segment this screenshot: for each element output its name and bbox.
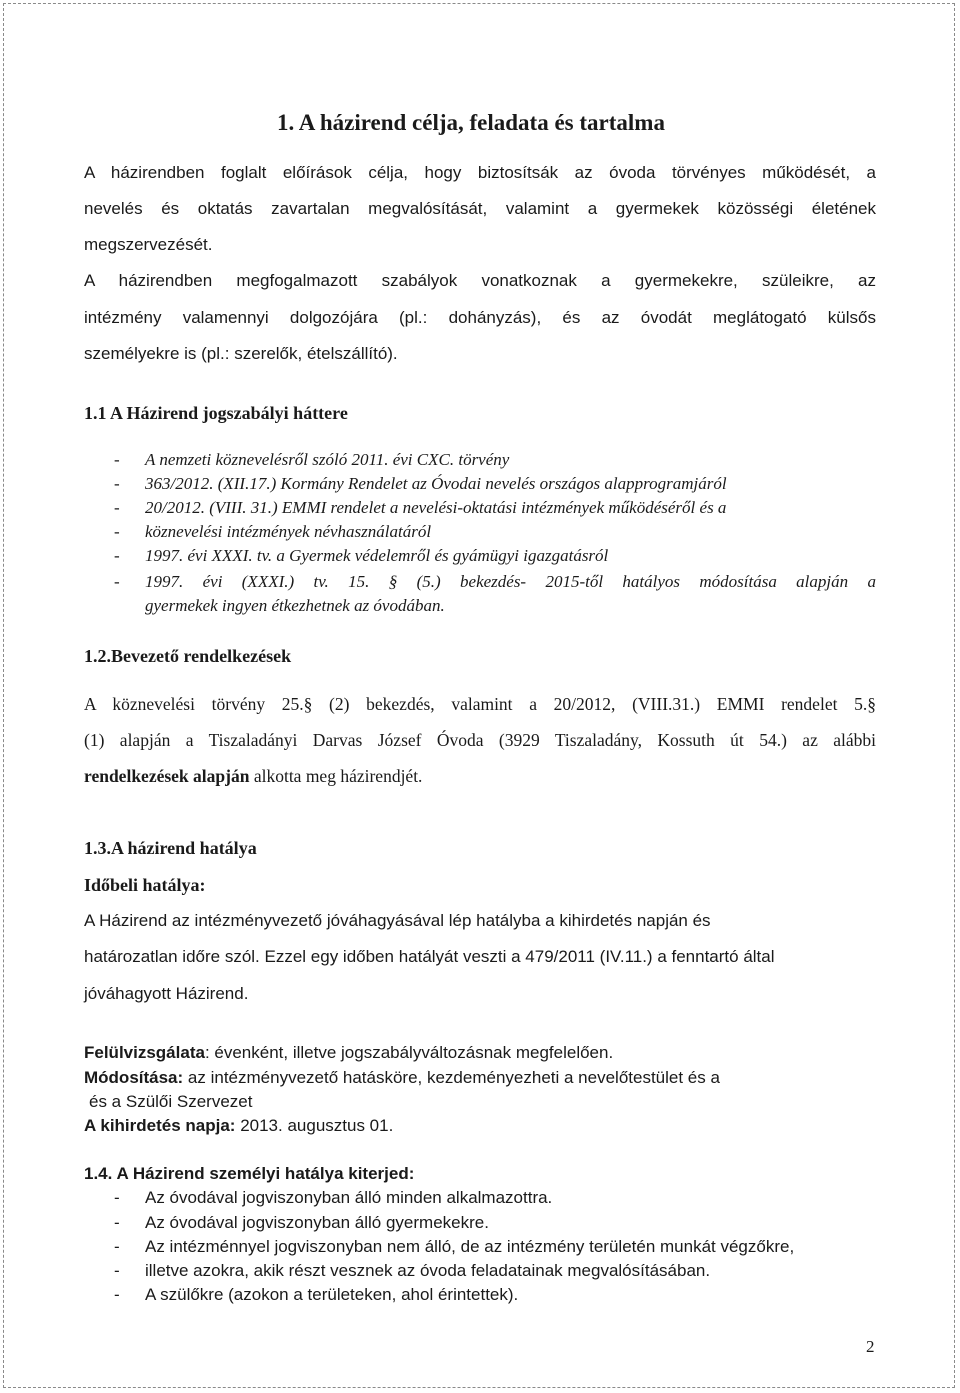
list-dash: - — [114, 546, 120, 565]
page-number: 2 — [866, 1337, 875, 1356]
intro-line: A házirendben megfogalmazott szabályok vonatkoznak a gyermekekre, szüleikre, az — [84, 271, 876, 290]
list-item: 363/2012. (XII.17.) Kormány Rendelet az Óvodai nevelés országos alapprogramjáról — [145, 474, 727, 493]
review-line: Felülvizsgálata: évenként, illetve jogszabályváltozásnak megfelelően. — [84, 1043, 614, 1062]
list-item: Az intézménnyel jogviszonyban nem álló, de az intézmény területén munkát végzőkre, — [145, 1237, 795, 1256]
list-dash: - — [114, 572, 120, 591]
intro-provisions-line: rendelkezések alapján alkotta meg házirendjét. — [84, 766, 423, 786]
modification-line-2: és a Szülői Szervezet — [89, 1092, 253, 1111]
intro-line: személyekre is (pl.: szerelők, ételszállító). — [84, 344, 398, 363]
list-item: A nemzeti köznevelésről szóló 2011. évi CXC. törvény — [145, 450, 510, 469]
effect-line: A Házirend az intézményvezető jóváhagyásával lép hatályba a kihirdetés napján és — [84, 911, 711, 930]
list-item-continuation: gyermekek ingyen étkezhetnek az óvodában. — [145, 596, 445, 615]
list-item: Az óvodával jogviszonyban álló gyermekekre. — [145, 1213, 489, 1232]
review-label: Felülvizsgálata — [84, 1043, 205, 1062]
intro-line: A házirendben foglalt előírások célja, hogy biztosítsák az óvoda törvényes működését, a — [84, 163, 876, 182]
list-item: illetve azokra, akik részt vesznek az óvoda feladatainak megvalósításában. — [145, 1261, 711, 1280]
list-item: A szülőkre (azokon a területeken, ahol érintettek). — [145, 1285, 519, 1304]
bold-phrase: rendelkezések alapján — [84, 766, 250, 786]
list-dash: - — [114, 1237, 120, 1256]
temporal-scope-heading: Időbeli hatálya: — [84, 875, 206, 895]
effect-line: jóváhagyott Házirend. — [84, 984, 249, 1003]
modification-label: Módosítása: — [84, 1068, 184, 1087]
list-dash: - — [114, 522, 120, 541]
list-dash: - — [114, 1261, 120, 1280]
intro-line: nevelés és oktatás zavartalan megvalósítását, valamint a gyermekek közösségi életének — [84, 199, 876, 218]
intro-line: megszervezését. — [84, 235, 213, 254]
list-item: Az óvodával jogviszonyban álló minden alkalmazottra. — [145, 1188, 553, 1207]
intro-line: intézmény valamennyi dolgozójára (pl.: dohányzás), és az óvodát meglátogató külsős — [84, 308, 876, 327]
list-item: 20/2012. (VIII. 31.) EMMI rendelet a nevelési-oktatási intézmények működéséről és a — [145, 498, 727, 517]
list-dash: - — [114, 1285, 120, 1304]
intro-provisions-line: (1) alapján a Tiszaladányi Darvas József Óvoda (3929 Tiszaladány, Kossuth út 54.) az alábbi — [84, 730, 876, 750]
list-dash: - — [114, 474, 120, 493]
list-dash: - — [114, 450, 120, 469]
section-heading-1-1: 1.1 A Házirend jogszabályi háttere — [84, 403, 348, 423]
list-dash: - — [114, 1213, 120, 1232]
page-title: 1. A házirend célja, feladata és tartalma — [277, 110, 665, 135]
section-heading-1-3: 1.3.A házirend hatálya — [84, 838, 257, 858]
section-heading-1-2: 1.2.Bevezető rendelkezések — [84, 646, 292, 666]
announcement-line: A kihirdetés napja: 2013. augusztus 01. — [84, 1116, 394, 1135]
list-dash: - — [114, 1188, 120, 1207]
announcement-label: A kihirdetés napja: — [84, 1116, 236, 1135]
effect-line: határozatlan időre szól. Ezzel egy időben hatályát veszti a 479/2011 (IV.11.) a fenntartó által — [84, 947, 775, 966]
list-item: 1997. évi (XXXI.) tv. 15. § (5.) bekezdés- 2015-től hatályos módosítása alapján a — [145, 572, 876, 591]
section-heading-1-4: 1.4. A Házirend személyi hatálya kiterjed: — [84, 1164, 415, 1183]
intro-provisions-line: A köznevelési törvény 25.§ (2) bekezdés, valamint a 20/2012, (VIII.31.) EMMI rendelet 5.§ — [84, 694, 876, 714]
list-item: köznevelési intézmények névhasználatáról — [145, 522, 432, 541]
list-item: 1997. évi XXXI. tv. a Gyermek védelemről és gyámügyi igazgatásról — [145, 546, 609, 565]
list-dash: - — [114, 498, 120, 517]
modification-line: Módosítása: az intézményvezető hatásköre, kezdeményezheti a nevelőtestület és a — [84, 1068, 720, 1087]
